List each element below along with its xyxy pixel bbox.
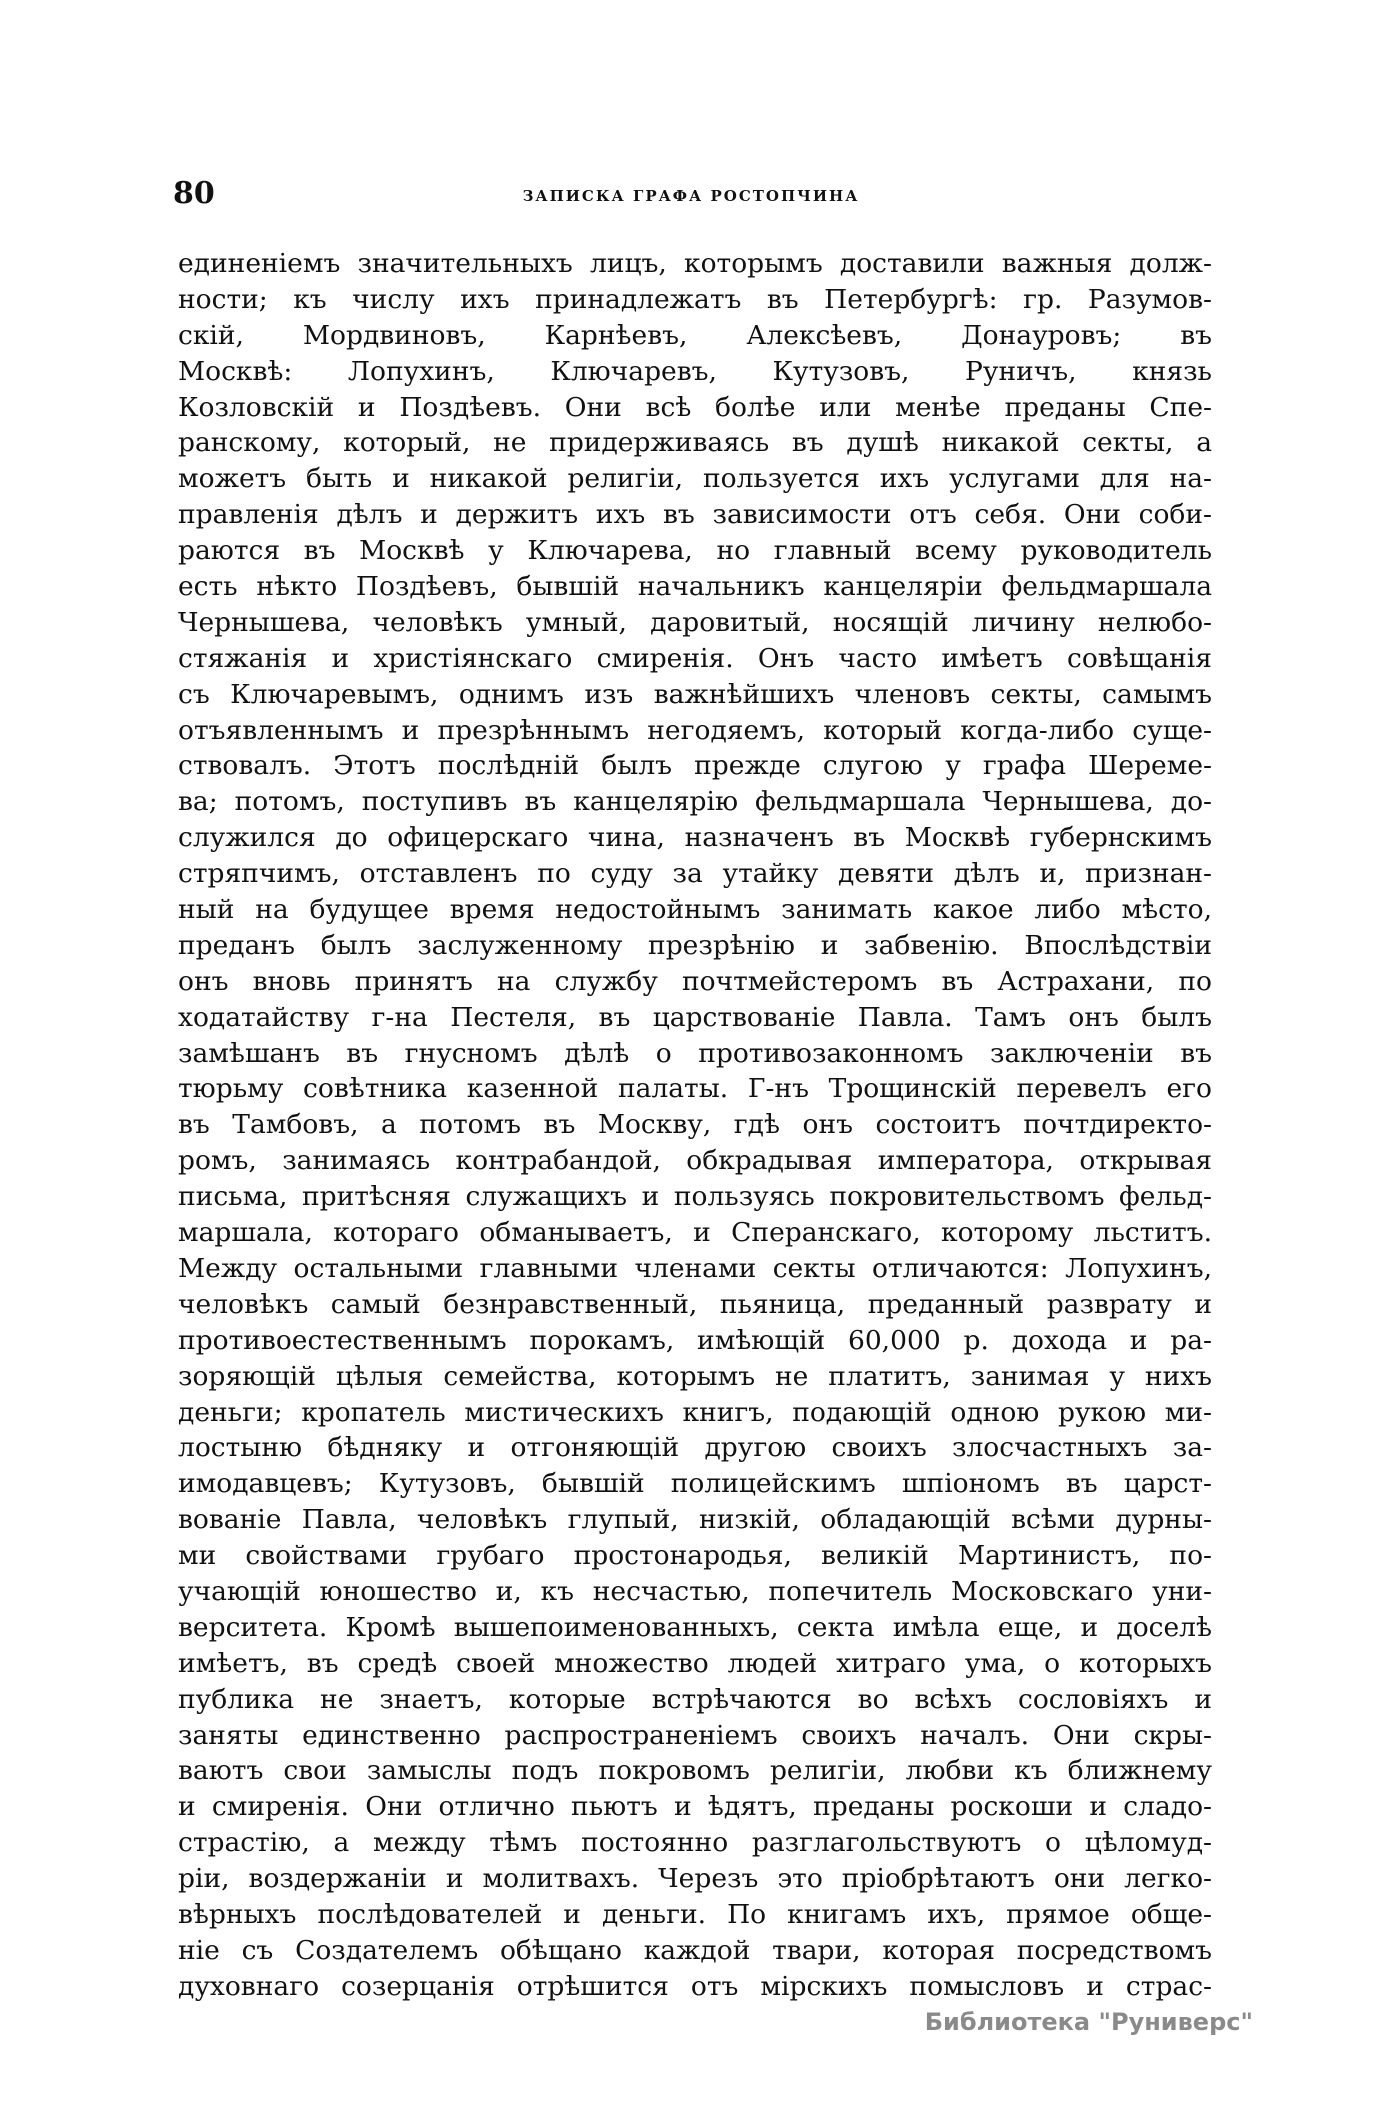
text-line: ствовалъ. Этотъ послѣдній былъ прежде слугою у графа Шереме-: [178, 750, 1212, 782]
text-line: имѣетъ, въ средѣ своей множество людей хитраго ума, о которыхъ: [178, 1647, 1212, 1679]
text-line: Козловскій и Поздѣевъ. Они всѣ болѣе или менѣе преданы Спе-: [178, 391, 1212, 423]
text-line: единеніемъ значительныхъ лицъ, которымъ доставили важныя долж-: [178, 248, 1212, 279]
text-line: учающій юношество и, къ несчастью, попечитель Московскаго уни-: [178, 1575, 1212, 1607]
text-line: въ Тамбовъ, а потомъ въ Москву, гдѣ онъ состоитъ почтдиректо-: [178, 1109, 1212, 1141]
text-line: лостыню бѣдняку и отгоняющій другою своихъ злосчастныхъ за-: [178, 1432, 1212, 1464]
text-line: Москвѣ: Лопухинъ, Ключаревъ, Кутузовъ, Руничъ, князь: [178, 355, 1212, 387]
running-title: ЗАПИСКА ГРАФА РОСТОПЧИНА: [522, 187, 860, 205]
text-line: вѣрныхъ послѣдователей и деньги. По книгамъ ихъ, прямое обще-: [178, 1898, 1212, 1930]
text-line: зоряющій цѣлыя семейства, которымъ не платитъ, занимая у нихъ: [178, 1360, 1212, 1392]
text-line: человѣкъ самый безнравственный, пьяница, преданный разврату и: [178, 1288, 1212, 1320]
running-head: [173, 176, 1209, 216]
text-line: Между остальными главными членами секты отличаются: Лопухинъ,: [178, 1252, 1212, 1284]
text-line: ходатайству г-на Пестеля, въ царствованіе Павла. Тамъ онъ былъ: [178, 1001, 1212, 1033]
text-line: раются въ Москвѣ у Ключарева, но главный всему руководитель: [178, 535, 1212, 567]
text-line: замѣшанъ въ гнусномъ дѣлѣ о противозаконномъ заключеніи въ: [178, 1037, 1212, 1069]
text-line: скій, Мордвиновъ, Карнѣевъ, Алексѣевъ, Донауровъ; въ: [178, 319, 1212, 351]
text-line: верситета. Кромѣ вышепоименованныхъ, секта имѣла еще, и доселѣ: [178, 1611, 1212, 1643]
text-line: духовнаго созерцанія отрѣшится отъ мірскихъ помысловъ и страс-: [178, 1970, 1212, 2002]
text-line: ва; потомъ, поступивъ въ канцелярію фельдмаршала Чернышева, до-: [178, 786, 1212, 818]
text-line: ранскому, который, не придерживаясь въ душѣ никакой секты, а: [178, 427, 1212, 459]
text-line: Чернышева, человѣкъ умный, даровитый, носящій личину нелюбо-: [178, 606, 1212, 638]
text-line: письма, притѣсняя служащихъ и пользуясь покровительствомъ фельд-: [178, 1181, 1212, 1213]
text-line: ми свойствами грубаго простонародья, великій Мартинистъ, по-: [178, 1540, 1212, 1572]
text-line: маршала, котораго обманываетъ, и Сперанскаго, которому льститъ.: [178, 1217, 1212, 1249]
text-line: онъ вновь принятъ на службу почтмейстеромъ въ Астрахани, по: [178, 965, 1212, 997]
text-line: тюрьму совѣтника казенной палаты. Г-нъ Трощинскій перевелъ его: [178, 1073, 1212, 1105]
text-line: противоестественнымъ порокамъ, имѣющій 60,000 р. дохода и ра-: [178, 1324, 1212, 1356]
text-line: вованіе Павла, человѣкъ глупый, низкій, обладающій всѣми дурны-: [178, 1504, 1212, 1536]
text-line: ности; къ числу ихъ принадлежатъ въ Петербургѣ: гр. Разумов-: [178, 283, 1212, 315]
text-line: есть нѣкто Поздѣевъ, бывшій начальникъ канцеляріи фельдмаршала: [178, 571, 1212, 603]
text-line: и смиренія. Они отлично пьютъ и ѣдятъ, преданы роскоши и сладо-: [178, 1791, 1212, 1823]
text-line: деньги; кропатель мистическихъ книгъ, подающій одною рукою ми-: [178, 1396, 1212, 1428]
page-number: 80: [173, 176, 215, 211]
text-line: заняты единственно распространеніемъ своихъ началъ. Они скры-: [178, 1719, 1212, 1751]
text-line: служился до офицерскаго чина, назначенъ въ Москвѣ губернскимъ: [178, 822, 1212, 854]
text-line: правленія дѣлъ и держитъ ихъ въ зависимости отъ себя. Они соби-: [178, 499, 1212, 531]
text-line: страстію, а между тѣмъ постоянно разглагольствуютъ о цѣломуд-: [178, 1827, 1212, 1859]
text-line: стяжанія и христіянскаго смиренія. Онъ часто имѣетъ совѣщанія: [178, 642, 1212, 674]
text-line: ный на будущее время недостойнымъ занимать какое либо мѣсто,: [178, 894, 1212, 926]
text-line: съ Ключаревымъ, однимъ изъ важнѣйшихъ членовъ секты, самымъ: [178, 678, 1212, 710]
text-line: ваютъ свои замыслы подъ покровомъ религіи, любви къ ближнему: [178, 1755, 1212, 1787]
text-line: ріи, воздержаніи и молитвахъ. Черезъ это пріобрѣтаютъ они легко-: [178, 1863, 1212, 1895]
text-line: преданъ былъ заслуженному презрѣнію и забвенію. Впослѣдствіи: [178, 929, 1212, 961]
text-line: имодавцевъ; Кутузовъ, бывшій полицейскимъ шпіономъ въ царст-: [178, 1468, 1212, 1500]
library-watermark: Библиотека "Руниверс": [924, 2008, 1253, 2036]
text-line: отъявленнымъ и презрѣннымъ негодяемъ, который когда-либо суще-: [178, 714, 1212, 746]
text-line: ніе съ Создателемъ обѣщано каждой твари, которая посредствомъ: [178, 1934, 1212, 1966]
body-text: [178, 246, 1212, 2005]
text-line: стряпчимъ, отставленъ по суду за утайку девяти дѣлъ и, признан-: [178, 858, 1212, 890]
text-line: ромъ, занимаясь контрабандой, обкрадывая императора, открывая: [178, 1145, 1212, 1177]
text-line: можетъ быть и никакой религіи, пользуется ихъ услугами для на-: [178, 463, 1212, 495]
text-line: публика не знаетъ, которые встрѣчаются во всѣхъ сословіяхъ и: [178, 1683, 1212, 1715]
